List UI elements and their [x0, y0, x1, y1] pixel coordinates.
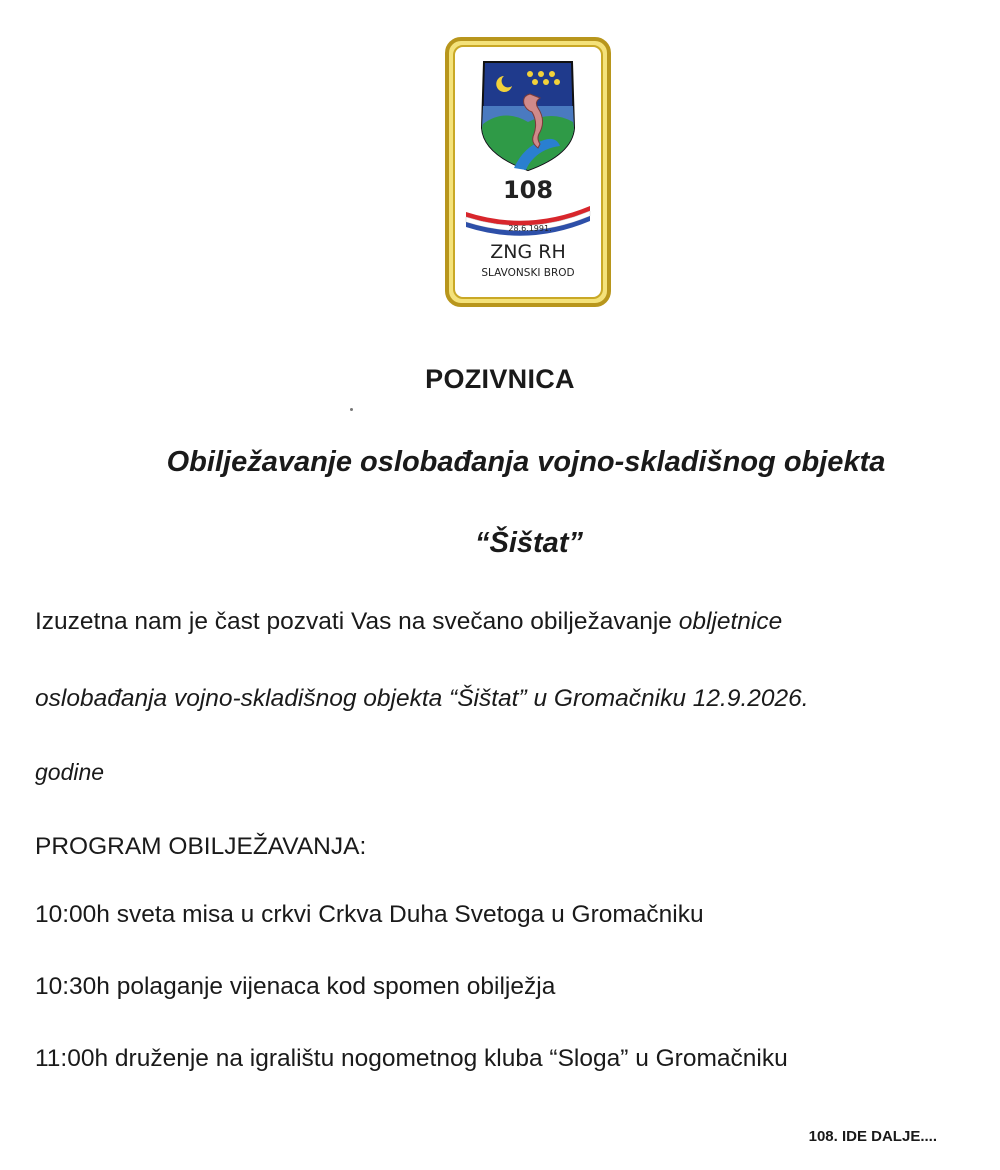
- scan-speck: [350, 408, 353, 411]
- program-item: 10:00h sveta misa u crkvi Crkva Duha Svetoga u Gromačniku: [35, 901, 704, 928]
- program-item: 11:00h druženje na igralištu nogometnog kluba “Sloga” u Gromačniku: [35, 1045, 788, 1072]
- footer-slogan: 108. IDE DALJE....: [808, 1128, 937, 1145]
- logo-date: 28.6.1991.: [508, 224, 552, 233]
- intro-text-italic: obljetnice: [678, 608, 783, 635]
- intro-line-3: godine: [35, 759, 105, 785]
- unit-emblem-logo: [444, 36, 612, 308]
- program-item: 10:30h polaganje vijenaca kod spomen obilježja: [35, 973, 556, 1000]
- logo-unit: ZNG RH: [490, 241, 566, 263]
- document-subtitle: Obilježavanje oslobađanja vojno-skladišnog objekta: [166, 446, 886, 478]
- intro-text: Izuzetna nam je čast pozvati Vas na svečano obilježavanje: [35, 608, 679, 635]
- document-title: POZIVNICA: [425, 364, 575, 394]
- program-heading: PROGRAM OBILJEŽAVANJA:: [35, 833, 367, 860]
- intro-line-2: oslobađanja vojno-skladišnog objekta “Šištat” u Gromačniku 12.9.2026.: [35, 685, 809, 712]
- document-subtitle-name: “Šištat”: [475, 527, 583, 559]
- logo-city: SLAVONSKI BROD: [481, 267, 575, 279]
- logo-number: 108: [502, 176, 554, 204]
- intro-line-1: [35, 608, 782, 636]
